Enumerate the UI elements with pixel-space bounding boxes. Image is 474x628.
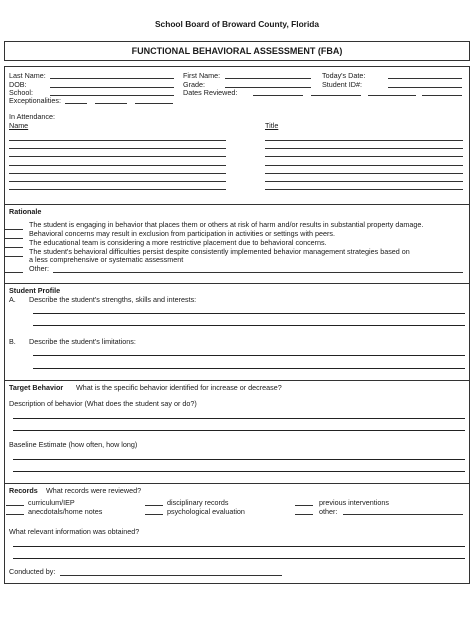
- dates-reviewed-field-3[interactable]: [368, 95, 416, 96]
- rationale-item-1: The student is engaging in behavior that places them or others at risk of harm and/or results in substantial property damage.: [29, 220, 424, 229]
- first-name-label: First Name:: [183, 71, 221, 80]
- profile-b-label: B.: [9, 337, 16, 346]
- attendance-name-line[interactable]: [9, 140, 226, 141]
- exceptionalities-field-2[interactable]: [95, 103, 127, 104]
- dates-reviewed-field-2[interactable]: [311, 95, 361, 96]
- profile-b-line-1[interactable]: [33, 355, 465, 356]
- records-item-curriculum: curriculum/IEP: [28, 498, 75, 507]
- target-behavior-divider: [4, 380, 470, 381]
- baseline-estimate-label: Baseline Estimate (how often, how long): [9, 440, 138, 449]
- student-profile-heading: Student Profile: [9, 286, 61, 295]
- baseline-line-2[interactable]: [13, 471, 465, 472]
- rationale-checkbox-1[interactable]: [5, 229, 23, 230]
- profile-a-line-2[interactable]: [33, 325, 465, 326]
- attendance-name-line[interactable]: [9, 173, 226, 174]
- attendance-name-line[interactable]: [9, 189, 226, 190]
- attendance-title-line[interactable]: [265, 189, 463, 190]
- profile-a-label: A.: [9, 295, 16, 304]
- dates-reviewed-field-1[interactable]: [253, 95, 303, 96]
- profile-a-text: Describe the student's strengths, skills and interests:: [29, 295, 197, 304]
- profile-a-line-1[interactable]: [33, 313, 465, 314]
- behavior-description-line-2[interactable]: [13, 430, 465, 431]
- grade-label: Grade:: [183, 80, 205, 89]
- attendance-title-line[interactable]: [265, 165, 463, 166]
- records-checkbox-disciplinary[interactable]: [145, 505, 163, 506]
- grade-field[interactable]: [225, 87, 311, 88]
- records-obtained-label: What relevant information was obtained?: [9, 527, 140, 536]
- records-checkbox-other[interactable]: [295, 514, 313, 515]
- attendance-name-line[interactable]: [9, 156, 226, 157]
- in-attendance-label: In Attendance:: [9, 112, 55, 121]
- attendance-name-header: Name: [9, 121, 29, 130]
- rationale-heading: Rationale: [9, 207, 42, 216]
- student-id-label: Student ID#:: [322, 80, 362, 89]
- conducted-by-field[interactable]: [60, 575, 282, 576]
- rationale-item-3: The educational team is considering a more restrictive placement due to behavioral concerns.: [29, 238, 327, 247]
- records-item-disciplinary: disciplinary records: [167, 498, 229, 507]
- organization-title: School Board of Broward County, Florida: [154, 19, 320, 29]
- records-obtained-line-1[interactable]: [13, 546, 465, 547]
- school-label: School:: [9, 88, 33, 97]
- records-heading: Records: [9, 486, 38, 495]
- rationale-other-field[interactable]: [53, 272, 463, 273]
- target-behavior-question: What is the specific behavior identified for increase or decrease?: [76, 383, 282, 392]
- first-name-field[interactable]: [225, 78, 311, 79]
- exceptionalities-field-3[interactable]: [135, 103, 173, 104]
- profile-b-text: Describe the student's limitations:: [29, 337, 136, 346]
- student-profile-divider: [4, 283, 470, 284]
- records-item-other: other:: [319, 507, 338, 516]
- attendance-title-line[interactable]: [265, 156, 463, 157]
- attendance-title-line[interactable]: [265, 148, 463, 149]
- student-id-field[interactable]: [388, 87, 462, 88]
- records-checkbox-curriculum[interactable]: [6, 505, 24, 506]
- exceptionalities-label: Exceptionalities:: [9, 96, 61, 105]
- rationale-checkbox-4[interactable]: [5, 256, 23, 257]
- todays-date-field[interactable]: [388, 78, 462, 79]
- records-question: What records were reviewed?: [46, 486, 142, 495]
- attendance-title-line[interactable]: [265, 140, 463, 141]
- form-title: FUNCTIONAL BEHAVIORAL ASSESSMENT (FBA): [131, 46, 343, 56]
- dob-field[interactable]: [50, 87, 174, 88]
- records-checkbox-anecdotals[interactable]: [6, 514, 24, 515]
- attendance-name-line[interactable]: [9, 148, 226, 149]
- behavior-description-label: Description of behavior (What does the student say or do?): [9, 399, 197, 408]
- records-obtained-line-2[interactable]: [13, 558, 465, 559]
- attendance-title-line[interactable]: [265, 181, 463, 182]
- attendance-title-line[interactable]: [265, 173, 463, 174]
- rationale-divider: [4, 204, 470, 205]
- dates-reviewed-field-4[interactable]: [422, 95, 462, 96]
- records-other-field[interactable]: [343, 514, 463, 515]
- conducted-by-label: Conducted by:: [9, 567, 56, 576]
- todays-date-label: Today's Date:: [322, 71, 366, 80]
- records-item-previous: previous interventions: [319, 498, 389, 507]
- attendance-title-header: Title: [265, 121, 279, 130]
- rationale-other-label: Other:: [29, 264, 49, 273]
- records-checkbox-psychological[interactable]: [145, 514, 163, 515]
- rationale-item-2: Behavioral concerns may result in exclusion from participation in activities or settings with peers.: [29, 229, 336, 238]
- profile-b-line-2[interactable]: [33, 368, 465, 369]
- behavior-description-line-1[interactable]: [13, 418, 465, 419]
- exceptionalities-field-1[interactable]: [65, 103, 87, 104]
- records-divider: [4, 483, 470, 484]
- attendance-name-line[interactable]: [9, 165, 226, 166]
- records-item-psychological: psychological evaluation: [167, 507, 245, 516]
- target-behavior-heading: Target Behavior: [9, 383, 64, 392]
- dates-reviewed-label: Dates Reviewed:: [183, 88, 238, 97]
- rationale-checkbox-5[interactable]: [5, 272, 23, 273]
- records-item-anecdotals: anecdotals/home notes: [28, 507, 103, 516]
- rationale-checkbox-2[interactable]: [5, 238, 23, 239]
- rationale-item-4: The student's behavioral difficulties persist despite consistently implemented behavior management strategies based on: [29, 247, 410, 256]
- rationale-checkbox-3[interactable]: [5, 247, 23, 248]
- rationale-item-4-cont: a less comprehensive or systematic assessment: [29, 255, 184, 264]
- last-name-field[interactable]: [50, 78, 174, 79]
- baseline-line-1[interactable]: [13, 459, 465, 460]
- last-name-label: Last Name:: [9, 71, 46, 80]
- school-field[interactable]: [50, 95, 174, 96]
- attendance-name-line[interactable]: [9, 181, 226, 182]
- dob-label: DOB:: [9, 80, 27, 89]
- records-checkbox-previous[interactable]: [295, 505, 313, 506]
